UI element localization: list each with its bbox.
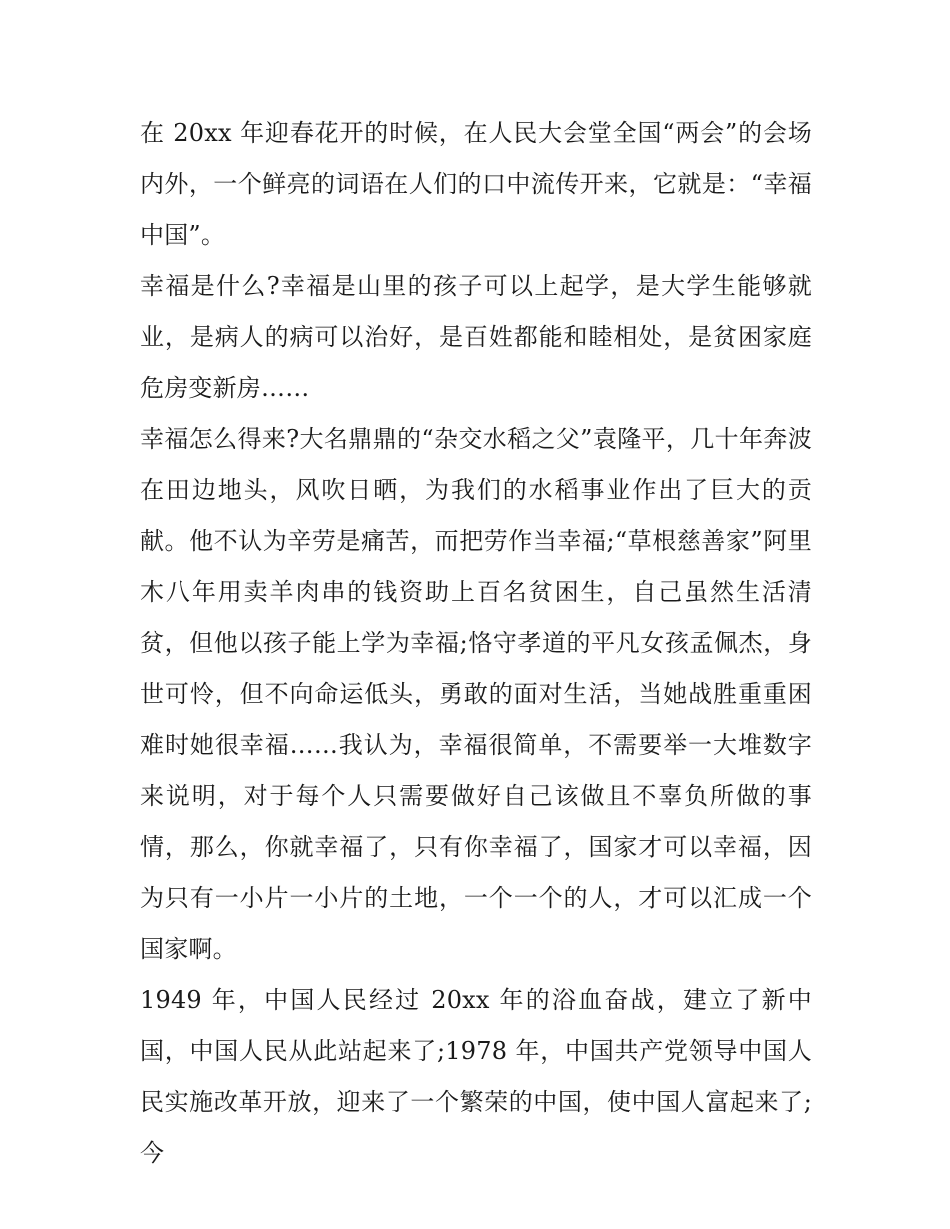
document-body [140,108,812,1179]
paragraph-history: 1949 年，中国人民经过 20xx 年的浴血奋战，建立了新中国，中国人民从此站起来了;1978 年，中国共产党领导中国人民实施改革开放，迎来了一个繁荣的中国，使中国人富起来了;今 [140,986,812,1167]
paragraph-happy-china-intro: 在 20xx 年迎春花开的时候，在人民大会堂全国“两会”的会场内外，一个鲜亮的词语在人们的口中流传开来，它就是：“幸福中国”。 [140,119,812,249]
paragraph-how-to-get-happiness: 幸福怎么得来?大名鼎鼎的“杂交水稻之父”袁隆平，几十年奔波在田边地头，风吹日晒，为我们的水稻事业作出了巨大的贡献。他不认为辛劳是痛苦，而把劳作当幸福;“草根慈善家”阿里木八年用卖羊肉串的钱资助上百名贫困生，自己虽然生活清贫，但他以孩子能上学为幸福;恪守孝道的平凡女孩孟佩杰，身世可怜，但不向命运低头，勇敢的面对生活，当她战胜重重困难时她很幸福……我认为，幸福很简单，不需要举一大堆数字来说明，对于每个人只需要做好自己该做且不辜负所做的事情，那么，你就幸福了，只有你幸福了，国家才可以幸福，因为只有一小片一小片的土地，一个一个的人，才可以汇成一个国家啊。 [140,425,812,963]
paragraph-what-is-happiness: 幸福是什么?幸福是山里的孩子可以上起学，是大学生能够就业，是病人的病可以治好，是百姓都能和睦相处，是贫困家庭危房变新房…… [140,272,812,402]
